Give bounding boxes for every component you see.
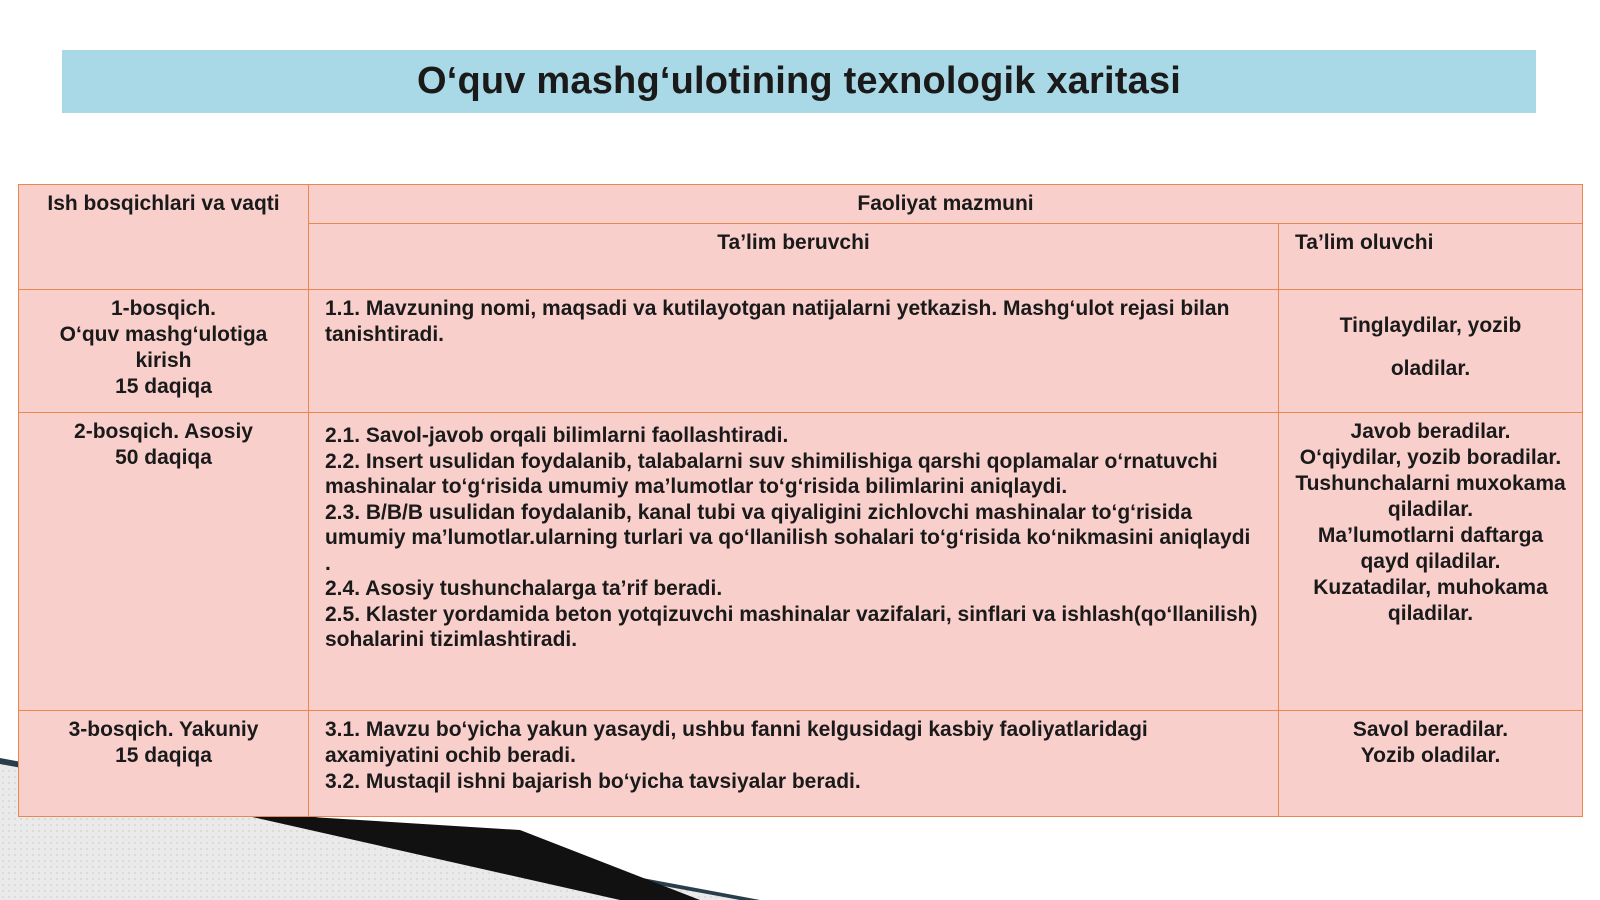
student-item: Yozib oladilar. (1360, 744, 1501, 767)
stage-cell (19, 290, 309, 413)
stage-line: 15 daqiqa (115, 744, 212, 767)
teacher-item: 2.1. Savol-javob orqali bilimlarni faollashtiradi. (325, 424, 789, 447)
student-item: Savol beradilar. (1352, 718, 1509, 741)
stage-line: 15 daqiqa (115, 375, 212, 398)
stage-line: 2-bosqich. Asosiy (74, 420, 253, 443)
student-item: Ma’lumotlarni daftarga qayd qiladilar. (1317, 524, 1544, 573)
student-item: Javob beradilar. (1350, 420, 1511, 443)
title-banner (62, 50, 1536, 113)
stage-cell (19, 711, 309, 817)
student-cell (1279, 413, 1583, 711)
teacher-header-cell (309, 224, 1279, 290)
activity-header-cell (309, 185, 1583, 224)
teacher-item: 1.1. Mavzuning nomi, maqsadi va kutilayotgan natijalarni yetkazish. Mashg‘ulot rejasi bilan tanishtiradi. (325, 297, 1230, 346)
activity-header: Faoliyat mazmuni (857, 192, 1034, 215)
stage-cell (19, 413, 309, 711)
student-item: O‘qiydilar, yozib boradilar. (1299, 446, 1562, 469)
student-header-cell (1279, 224, 1583, 290)
teacher-cell (309, 290, 1279, 413)
stage-line: 1-bosqich. (110, 297, 216, 320)
student-item: Tinglaydilar, yozib (1339, 314, 1522, 337)
student-item: oladilar. (1390, 357, 1471, 380)
stage-line: 50 daqiqa (115, 446, 212, 469)
teacher-item: 3.2. Mustaqil ishni bajarish bo‘yicha tavsiyalar beradi. (325, 770, 861, 793)
teacher-item: 2.5. Klaster yordamida beton yotqizuvchi mashinalar vazifalari, sinflari va ishlash(qo‘llanilish) sohalarini tizimlashtiradi. (325, 602, 1258, 651)
student-cell (1279, 290, 1583, 413)
teacher-item: 3.1. Mavzu bo‘yicha yakun yasaydi, ushbu fanni kelgusidagi kasbiy faoliyatlaridagi axamiyatini ochib beradi. (325, 718, 1148, 767)
student-cell (1279, 711, 1583, 817)
teacher-item: 2.2. Insert usulidan foydalanib, talabalarni suv shimilishiga qarshi qoplamalar o‘rnatuvchi mashinalar to‘g‘risida umumiy ma’lumotlar to‘g‘risida bilimlarini aniqlaydi. (325, 449, 1218, 498)
student-item: Kuzatadilar, muhokama qiladilar. (1313, 576, 1548, 625)
table-row (19, 290, 1583, 413)
teacher-item: 2.3. B/B/B usulidan foydalanib, kanal tubi va qiyaligini zichlovchi mashinalar to‘g‘risida umumiy ma’lumotlar.ularning turlari va qo‘llanilish sohalari to‘g‘risida ko‘nikmasini aniqlaydi . (325, 500, 1251, 575)
stage-line: O‘quv mashg‘ulotiga kirish (59, 323, 268, 372)
stages-header: Ish bosqichlari va vaqti (47, 192, 280, 215)
teacher-cell (309, 413, 1279, 711)
teacher-item: 2.4. Asosiy tushunchalarga ta’rif beradi. (325, 577, 723, 600)
table-row (19, 711, 1583, 817)
teacher-header: Ta’lim beruvchi (717, 231, 870, 254)
stage-line: 3-bosqich. Yakuniy (68, 718, 259, 741)
page-title: O‘quv mashg‘ulotining texnologik xaritasi (416, 60, 1182, 102)
technology-map-table (18, 184, 1583, 817)
student-item: Tushunchalarni muxokama qiladilar. (1295, 472, 1566, 521)
student-header: Ta’lim oluvchi (1295, 231, 1434, 254)
header-row-top (19, 185, 1583, 224)
teacher-cell (309, 711, 1279, 817)
stages-header-cell (19, 185, 309, 290)
table-row (19, 413, 1583, 711)
